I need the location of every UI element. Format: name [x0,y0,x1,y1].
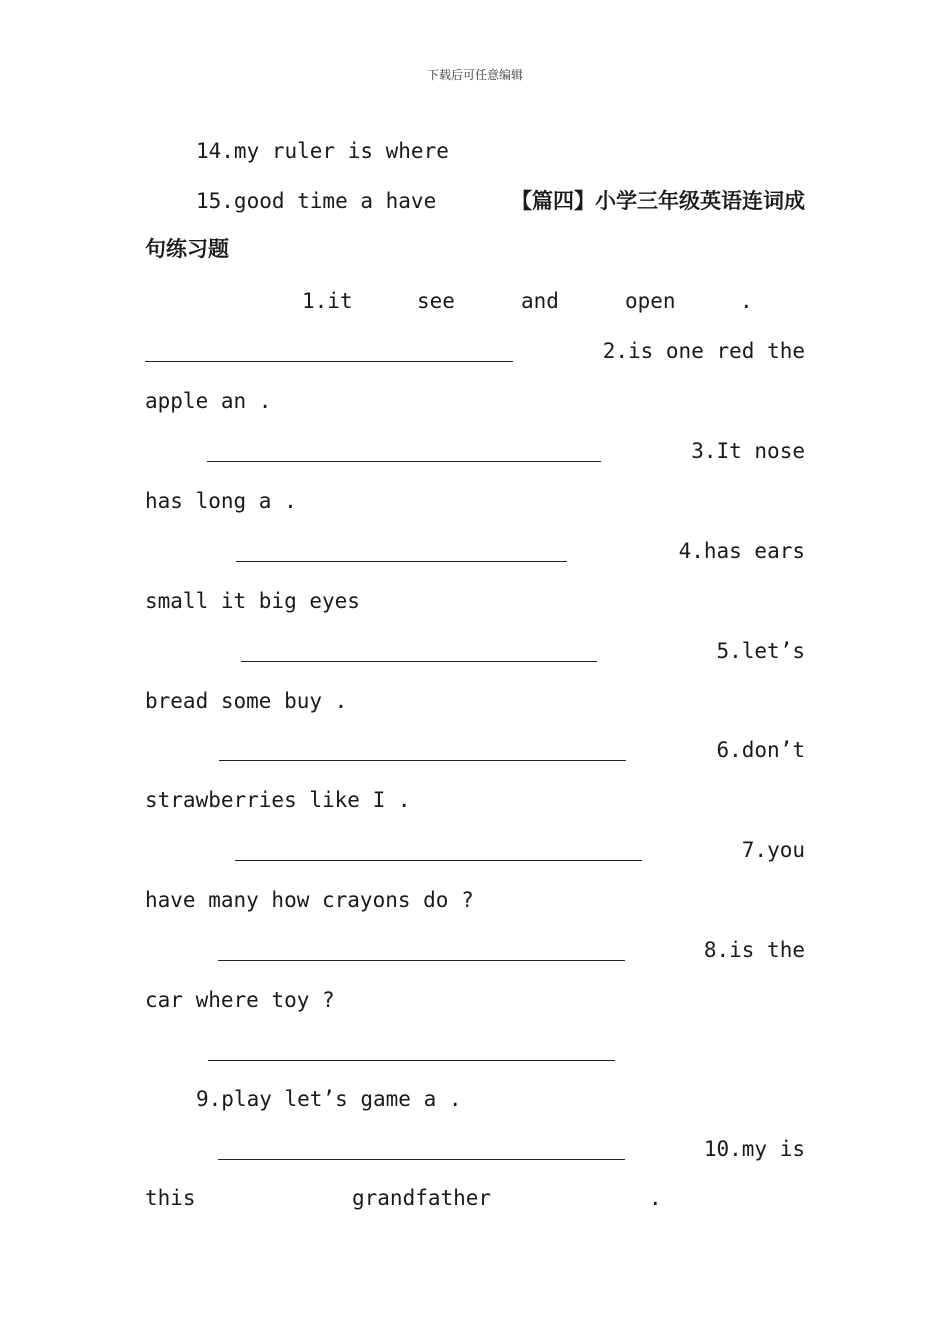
question-10-line-2 [0,1183,950,1213]
question-2 [0,336,950,366]
question-3-continued: has long a . [145,489,297,513]
question-3 [0,436,950,466]
section-title-line-2 [0,234,950,264]
answer-blank-9[interactable] [218,1159,625,1160]
question-7-line-2 [0,885,950,915]
question-9-text: 9.play let’s game a . [196,1087,462,1111]
question-2-continued: apple an . [145,389,272,413]
question-5-start: 5.let’s [716,639,805,663]
question-7-continued: have many how crayons do ? [145,888,474,912]
question-8 [0,935,950,965]
question-5-line-2 [0,686,950,716]
question-1-word-4: open [625,289,676,313]
page-header: 下载后可任意编辑 [426,68,523,82]
question-1-word-3: and [521,289,559,313]
question-9 [0,1084,950,1114]
question-6 [0,735,950,765]
answer-blank-4[interactable] [241,661,597,662]
section-title-continued: 句练习题 [145,236,229,261]
question-3-start: 3.It nose [691,439,805,463]
sentence-line-14 [0,136,950,166]
question-3-line-2 [0,486,950,516]
question-1-word-1: 1.it [302,289,353,313]
answer-blank-2[interactable] [207,461,601,462]
question-8-continued: car where toy ? [145,988,335,1012]
question-6-continued: strawberries like I . [145,788,411,812]
question-7 [0,835,950,865]
question-4-start: 4.has ears [678,539,805,563]
question-2-start: 2.is one red the [602,339,805,363]
sentence-line-15 [0,186,950,216]
question-10-period: . [649,1186,662,1210]
question-10-word-2: grandfather [352,1186,492,1210]
question-2-line-2 [0,386,950,416]
answer-blank-3[interactable] [236,561,567,562]
question-1 [0,286,950,316]
sentence-14: 14.my ruler is where [196,139,449,163]
question-4-continued: small it big eyes [145,589,360,613]
question-7-start: 7.you [741,838,805,862]
question-10 [0,1134,950,1164]
answer-blank-1[interactable] [145,361,513,362]
question-6-line-2 [0,785,950,815]
answer-blank-8-line [0,1035,950,1065]
answer-blank-5[interactable] [219,760,626,761]
question-4-line-2 [0,586,950,616]
question-10-word-1: this [145,1186,196,1210]
question-5 [0,636,950,666]
question-8-start: 8.is the [703,938,805,962]
sentence-15: 15.good time a have [196,189,437,213]
question-8-line-2 [0,985,950,1015]
question-4 [0,536,950,566]
question-1-word-2: see [417,289,455,313]
section-title: 【篇四】小学三年级英语连词成 [511,188,805,213]
question-1-period: . [740,289,753,313]
answer-blank-6[interactable] [235,860,642,861]
answer-blank-8[interactable] [208,1060,615,1061]
question-10-start: 10.my is [703,1137,805,1161]
question-5-continued: bread some buy . [145,689,348,713]
question-6-start: 6.don’t [716,738,805,762]
answer-blank-7[interactable] [218,960,625,961]
